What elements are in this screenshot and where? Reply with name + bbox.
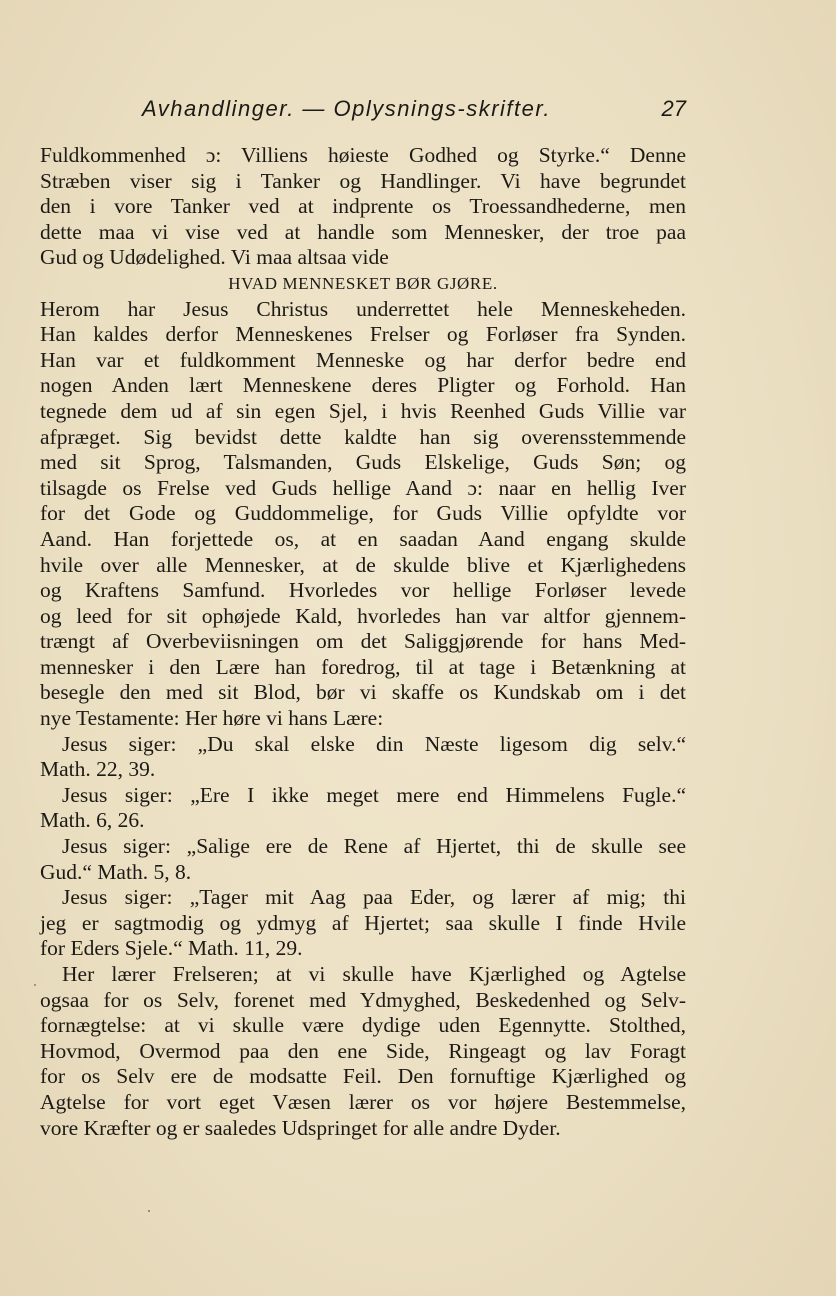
text-line: nogen Anden lært Menneskene deres Pligter og Forhold. Han <box>40 373 686 398</box>
text-line: fornægtelse: at vi skulle være dydige uden Egennytte. Stolthed, <box>40 1013 686 1038</box>
paper-speck <box>34 984 36 986</box>
page-header <box>40 96 686 126</box>
text-line: Han kaldes derfor Menneskenes Frelser og Forløser fra Synden. <box>40 322 686 347</box>
text-line: Aand. Han forjettede os, at en saadan Aand engang skulde <box>40 526 686 551</box>
text-line: mennesker i den Lære han foredrog, til at tage i Betænkning at <box>40 654 686 679</box>
text-line: Herom har Jesus Christus underrettet hele Menneskeheden. <box>40 296 686 321</box>
text-line: vore Kræfter og er saaledes Udspringet for alle andre Dyder. <box>40 1115 561 1140</box>
paragraph-continuation <box>40 143 686 271</box>
quote-math-5-8 <box>40 834 686 885</box>
text-line: Her lærer Frelseren; at vi skulle have Kjærlighed og Agtelse <box>62 962 686 986</box>
text-line: Han var et fuldkomment Menneske og har derfor bedre end <box>40 347 686 372</box>
paragraph-jesus-teaching <box>40 297 686 732</box>
text-line: hvile over alle Mennesker, at de skulde blive et Kjærlighedens <box>40 552 686 577</box>
text-line: for det Gode og Guddommelige, for Guds Villie opfyldte vor <box>40 501 686 526</box>
quote-math-6-26 <box>40 783 686 834</box>
text-line: besegle den med sit Blod, bør vi skaffe os Kundskab om i det <box>40 680 686 705</box>
text-line: Math. 6, 26. <box>40 808 145 833</box>
text-line: dette maa vi vise ved at handle som Mennesker, der troe paa <box>40 219 686 244</box>
text-line: Jesus siger: „Salige ere de Rene af Hjertet, thi de skulle see <box>62 834 686 859</box>
section-heading <box>40 271 686 297</box>
section-heading-text: HVAD MENNESKET BØR GJØRE. <box>228 273 498 293</box>
text-line: Agtelse for vort eget Væsen lærer os vor højere Bestemmelse, <box>40 1089 686 1114</box>
running-title: Avhandlinger. — Oplysnings-skrifter. <box>142 96 551 121</box>
text-line: tilsagde os Frelse ved Guds hellige Aand ɔ: naar en hellig Iver <box>40 475 686 500</box>
text-line: afpræget. Sig bevidst dette kaldte han sig overensstemmende <box>40 424 686 449</box>
text-line: og leed for sit ophøjede Kald, hvorledes han var altfor gjennem- <box>40 603 686 628</box>
quote-math-22-39 <box>40 732 686 783</box>
paper-speck <box>148 1210 150 1212</box>
text-line: Gud og Udødelighed. Vi maa altsaa vide <box>40 245 389 270</box>
text-line: for os Selv ere de modsatte Feil. Den fornuftige Kjærlighed og <box>40 1064 686 1089</box>
text-line: Stræben viser sig i Tanker og Handlinger. Vi have begrundet <box>40 168 686 193</box>
body-text <box>40 143 686 1141</box>
text-line: trængt af Overbeviisningen om det Saliggjørende for hans Med- <box>40 629 686 654</box>
text-line: nye Testamente: Her høre vi hans Lære: <box>40 706 384 731</box>
text-line: med sit Sprog, Talsmanden, Guds Elskelige, Guds Søn; og <box>40 450 686 475</box>
text-line: Math. 22, 39. <box>40 757 156 782</box>
text-line: den i vore Tanker ved at indprente os Troessandhederne, men <box>40 194 686 219</box>
text-line: Hovmod, Overmod paa den ene Side, Ringeagt og lav Foragt <box>40 1038 686 1063</box>
text-line: for Eders Sjele.“ Math. 11, 29. <box>40 936 303 961</box>
page-number: 27 <box>661 96 686 121</box>
text-line: og Kraftens Samfund. Hvorledes vor hellige Forløser levede <box>40 578 686 603</box>
text-line: Gud.“ Math. 5, 8. <box>40 859 192 884</box>
text-line: Jesus siger: „Tager mit Aag paa Eder, og lærer af mig; thi <box>62 885 686 910</box>
text-line: jeg er sagtmodig og ydmyg af Hjertet; saa skulle I finde Hvile <box>40 910 686 935</box>
quote-math-11-29 <box>40 885 686 962</box>
text-line: ogsaa for os Selv, forenet med Ydmyghed, Beskedenhed og Selv- <box>40 987 686 1012</box>
text-line: Fuldkommenhed ɔ: Villiens høieste Godhed og Styrke.“ Denne <box>40 143 686 167</box>
text-line: Jesus siger: „Ere I ikke meget mere end Himmelens Fugle.“ <box>62 782 686 807</box>
text-line: tegnede dem ud af sin egen Sjel, i hvis Reenhed Guds Villie var <box>40 398 686 423</box>
paragraph-closing <box>40 962 686 1141</box>
text-line: Jesus siger: „Du skal elske din Næste ligesom dig selv.“ <box>62 731 686 756</box>
